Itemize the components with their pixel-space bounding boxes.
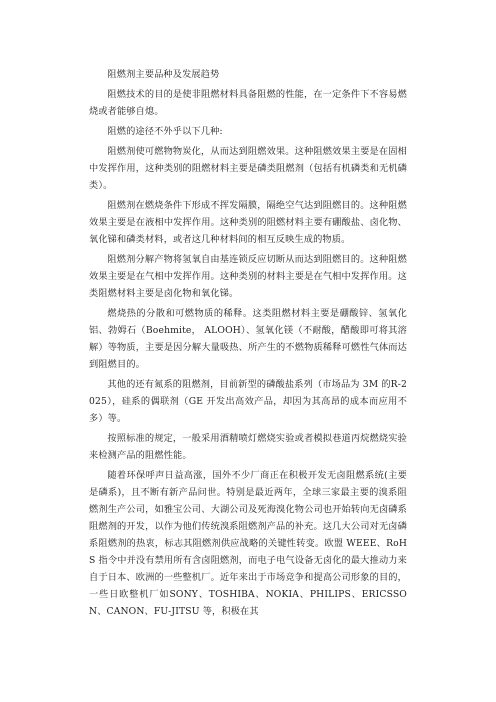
paragraph: 燃烧热的分散和可燃物质的稀释。这类阻燃材料主要是硼酸锌、氢氧化铝、勃姆石（Boehmite， ALOOH）、氢氧化镁（不耐酸，醋酸即可将其溶解）等物质，主要是因分解大量吸热、所产生的不燃物质稀释可燃性气体而达到阻燃目的。 <box>89 308 407 370</box>
document-title: 阻燃剂主要品种及发展趋势 <box>107 69 220 80</box>
paragraph: 按照标准的规定，一般采用酒精喷灯燃烧实验或者模拟巷道丙烷燃烧实验来检测产品的阻燃性能。 <box>89 433 407 461</box>
paragraph: 阻燃剂分解产物将氢氧自由基连锁反应切断从而达到阻燃目的。这种阻燃效果主要是在气相中发挥作用。这种类别的材料主要是在气相中发挥作用。这类阻燃材料主要是卤化物和氧化锑。 <box>89 254 407 299</box>
paragraph: 阻燃剂在燃烧条件下形成不挥发隔膜，隔绝空气达到阻燃目的。这种阻燃效果主要是在液相中发挥作用。这种类别的阻燃材料主要有硼酸盐、卤化物、氧化锑和磷类材料，或者这几种材料间的相互反映生成的物质。 <box>89 200 407 245</box>
paragraph: 其他的还有氮系的阻燃剂，目前新型的磷酸盐系列（市场品为 3M 的R-2025），硅系的偶联剂（GE 开发出高效产品，却因为其高昂的成本而应用不多）等。 <box>89 379 407 424</box>
paragraph: 阻燃剂使可燃物物炭化，从而达到阻燃效果。这种阻燃效果主要是在固相中发挥作用，这种类别的阻燃材料主要是磷类阻燃剂（包括有机磷类和无机磷类）。 <box>89 146 407 191</box>
paragraph: 阻燃的途径不外乎以下几种: <box>107 126 223 137</box>
paragraph: 阻燃技术的目的是使非阻燃材料具备阻燃的性能，在一定条件下不容易燃烧或者能够自熄。 <box>89 89 407 117</box>
paragraph: 随着环保呼声日益高涨，国外不少厂商正在积极开发无卤阻燃系统(主要是磷系)，且不断有新产品问世。特别是最近两年，全球三家最主要的溴系阻燃剂生产公司，如雅宝公司、大湖公司及死海溴化物公司也开始转向无卤磷系阻燃剂的开发，以作为他们传统溴系阻燃剂产品的补充。这几大公司对无卤磷系阻燃剂的热衷，标志其阻燃剂供应战略的关键性转变。欧盟 WEEE、RoHS 指令中并没有禁用所有含卤阻燃剂，而电子电气设备无卤化的最大推动力来自于日本、欧洲的一些整机厂。近年来出于市场竞争和提高公司形象的目的，一些日欧整机厂如SONY、TOSHIBA、NOKIA、PHILIPS、ERICSSON、CANON、FU-JITSU 等，积极在其 <box>89 470 407 617</box>
document-body <box>89 66 407 622</box>
